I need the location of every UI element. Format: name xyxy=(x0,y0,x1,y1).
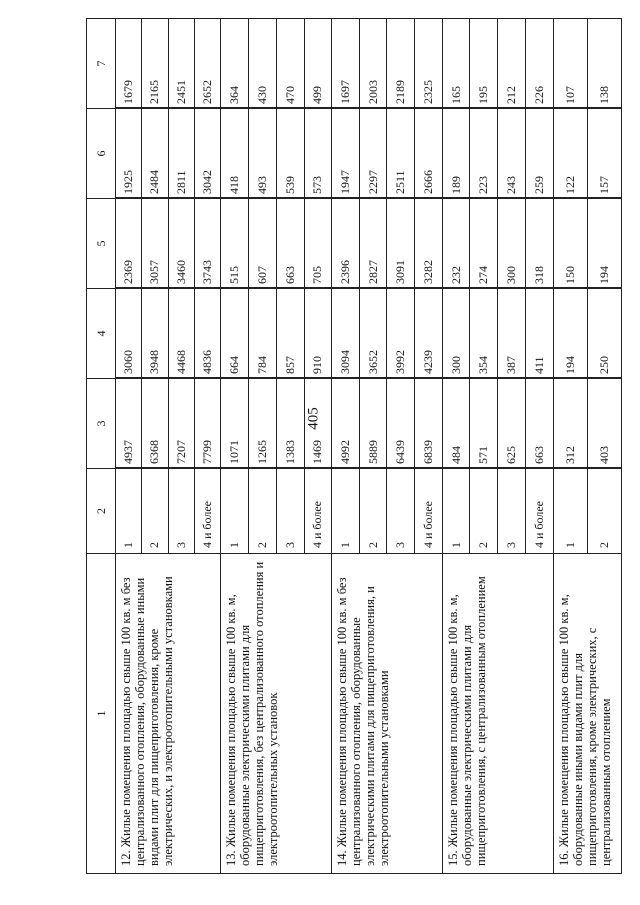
sub-row xyxy=(168,289,194,378)
sub-row xyxy=(387,379,415,468)
header-cell: 2 xyxy=(87,469,116,554)
sub-row xyxy=(554,379,588,468)
tariff-value: 2484 xyxy=(142,109,168,198)
tariff-value: 3992 xyxy=(387,289,415,378)
sub-row xyxy=(415,109,442,198)
group-title: 15. Жилые помещения площадью свыше 100 кв. м, оборудованные электрическими плитами для пищеприготовления, с централизованным отоплением xyxy=(442,554,553,874)
tariff-value: 2297 xyxy=(359,109,387,198)
sub-row xyxy=(332,379,359,468)
values-column-cell xyxy=(116,199,221,289)
tariff-value: 2451 xyxy=(168,19,194,108)
sub-row xyxy=(415,379,442,468)
tariff-value: 194 xyxy=(554,289,588,378)
sub-table xyxy=(332,109,442,198)
sub-row xyxy=(248,379,276,468)
values-column-cell xyxy=(442,109,553,199)
sub-table xyxy=(116,109,220,198)
sub-row xyxy=(195,199,221,288)
residents-count: 2 xyxy=(142,469,168,553)
residents-count: 1 xyxy=(554,469,588,553)
sub-row xyxy=(526,379,553,468)
residents-count: 3 xyxy=(276,469,304,553)
tariff-value: 1679 xyxy=(116,19,142,108)
sub-row xyxy=(587,19,621,108)
sub-table xyxy=(116,199,220,288)
sub-row xyxy=(470,379,498,468)
values-column-cell xyxy=(116,289,221,379)
tariff-value: 1265 xyxy=(248,379,276,468)
sub-table xyxy=(554,469,621,553)
tariff-value: 663 xyxy=(526,379,553,468)
sub-row xyxy=(359,379,387,468)
sub-row xyxy=(304,379,331,468)
sub-table xyxy=(554,109,621,198)
sub-table xyxy=(332,289,442,378)
values-column-cell xyxy=(553,379,621,469)
sub-table xyxy=(116,289,220,378)
residents-count: 2 xyxy=(248,469,276,553)
residents-column-cell xyxy=(116,469,221,554)
sub-row xyxy=(526,289,553,378)
tariff-value: 430 xyxy=(248,19,276,108)
tariff-value: 165 xyxy=(443,19,470,108)
tariff-value: 1469 xyxy=(304,379,331,468)
tariff-value: 499 xyxy=(304,19,331,108)
sub-row xyxy=(554,109,588,198)
tariff-value: 232 xyxy=(443,199,470,288)
tariff-value: 300 xyxy=(443,289,470,378)
sub-table xyxy=(332,19,442,108)
sub-row xyxy=(304,109,331,198)
header-cell: 5 xyxy=(87,199,116,289)
sub-table xyxy=(332,469,442,553)
group-title: 16. Жилые помещения площадью свыше 100 кв. м, оборудованные иными видами плит для пищеприготовления, кроме электрических, с централизованным отоплением xyxy=(553,554,621,874)
sub-table xyxy=(554,289,621,378)
tariff-value: 2652 xyxy=(195,19,221,108)
sub-table xyxy=(443,289,553,378)
tariff-value: 4836 xyxy=(195,289,221,378)
sub-row xyxy=(587,109,621,198)
sub-row xyxy=(470,199,498,288)
residents-count: 4 и более xyxy=(531,500,546,548)
sub-row xyxy=(359,199,387,288)
sub-row xyxy=(221,469,248,553)
sub-table xyxy=(443,199,553,288)
tariff-value: 3057 xyxy=(142,199,168,288)
residents-count: 1 xyxy=(116,469,142,553)
sub-row xyxy=(587,379,621,468)
sub-row xyxy=(587,199,621,288)
values-column-cell xyxy=(442,199,553,289)
values-column-cell xyxy=(442,379,553,469)
sub-row xyxy=(142,199,168,288)
tariff-value: 138 xyxy=(587,19,621,108)
values-column-cell xyxy=(442,19,553,109)
tariff-value: 3060 xyxy=(116,289,142,378)
tariff-value: 150 xyxy=(554,199,588,288)
values-column-cell xyxy=(553,199,621,289)
tariff-table xyxy=(86,18,622,874)
sub-row xyxy=(554,199,588,288)
tariff-value: 3091 xyxy=(387,199,415,288)
sub-table xyxy=(443,19,553,108)
sub-row xyxy=(498,289,526,378)
sub-row xyxy=(116,19,142,108)
tariff-value: 6439 xyxy=(387,379,415,468)
sub-row xyxy=(304,469,331,553)
sub-row xyxy=(359,469,387,553)
sub-row xyxy=(554,19,588,108)
tariff-value: 354 xyxy=(470,289,498,378)
sub-table xyxy=(332,199,442,288)
sub-table xyxy=(116,379,220,468)
tariff-value: 910 xyxy=(304,289,331,378)
sub-table xyxy=(116,19,220,108)
sub-row xyxy=(116,199,142,288)
sub-row xyxy=(168,199,194,288)
tariff-value: 4239 xyxy=(415,289,442,378)
sub-row xyxy=(526,469,553,553)
tariff-value: 573 xyxy=(304,109,331,198)
sub-row xyxy=(587,289,621,378)
sub-row xyxy=(116,469,142,553)
values-column-cell xyxy=(221,199,332,289)
tariff-value: 3460 xyxy=(168,199,194,288)
sub-table xyxy=(116,469,220,553)
sub-table xyxy=(332,379,442,468)
sub-row xyxy=(142,19,168,108)
tariff-value: 300 xyxy=(498,199,526,288)
sub-row xyxy=(443,19,470,108)
tariff-value: 2325 xyxy=(415,19,442,108)
tariff-value: 1947 xyxy=(332,109,359,198)
sub-row xyxy=(332,289,359,378)
tariff-value: 194 xyxy=(587,199,621,288)
header-cell: 4 xyxy=(87,289,116,379)
group-title: 12. Жилые помещения площадью свыше 100 кв. м без централизованного отопления, оборудованные иными видами плит для пищеприготовления, кроме электрических, и электроотопительными установками xyxy=(116,554,221,874)
sub-row xyxy=(415,19,442,108)
sub-row xyxy=(332,469,359,553)
rotated-table-container xyxy=(86,19,622,874)
group-row xyxy=(553,19,621,874)
sub-row xyxy=(443,289,470,378)
header-cell: 6 xyxy=(87,109,116,199)
residents-count: 3 xyxy=(387,469,415,553)
sub-row xyxy=(195,289,221,378)
residents-column-cell xyxy=(553,469,621,554)
tariff-value: 484 xyxy=(443,379,470,468)
sub-row xyxy=(387,199,415,288)
sub-row xyxy=(276,379,304,468)
residents-count: 1 xyxy=(443,469,470,553)
sub-table xyxy=(443,379,553,468)
tariff-value: 571 xyxy=(470,379,498,468)
tariff-value: 6839 xyxy=(415,379,442,468)
tariff-value: 663 xyxy=(276,199,304,288)
sub-row xyxy=(415,469,442,553)
tariff-value: 212 xyxy=(498,19,526,108)
sub-row xyxy=(554,469,588,553)
sub-table xyxy=(443,469,553,553)
residents-count: 2 xyxy=(596,542,611,548)
tariff-value: 122 xyxy=(554,109,588,198)
sub-row xyxy=(498,109,526,198)
residents-count: 4 и более xyxy=(200,500,215,548)
tariff-value: 515 xyxy=(221,199,248,288)
tariff-value: 664 xyxy=(221,289,248,378)
tariff-value: 226 xyxy=(526,19,553,108)
tariff-value: 411 xyxy=(526,289,553,378)
tariff-value: 189 xyxy=(443,109,470,198)
values-column-cell xyxy=(332,109,443,199)
sub-row xyxy=(470,109,498,198)
sub-row xyxy=(276,199,304,288)
sub-table xyxy=(221,109,331,198)
sub-row xyxy=(221,109,248,198)
residents-count: 2 xyxy=(359,469,387,553)
residents-column-cell xyxy=(332,469,443,554)
values-column-cell xyxy=(332,379,443,469)
header-cell: 1 xyxy=(87,554,116,874)
residents-count: 4 и более xyxy=(421,500,436,548)
tariff-value: 318 xyxy=(526,199,553,288)
residents-count: 4 и более xyxy=(310,500,325,548)
values-column-cell xyxy=(221,289,332,379)
sub-row xyxy=(142,109,168,198)
values-column-cell xyxy=(332,19,443,109)
sub-row xyxy=(116,379,142,468)
group-title: 13. Жилые помещения площадью свыше 100 кв. м, оборудованные электрическими плитами для пищеприготовления, без централизованного отопления и электроотопительных установок xyxy=(221,554,332,874)
tariff-value: 1071 xyxy=(221,379,248,468)
sub-row xyxy=(443,109,470,198)
tariff-value: 2396 xyxy=(332,199,359,288)
values-column-cell xyxy=(553,19,621,109)
sub-row xyxy=(387,109,415,198)
sub-row xyxy=(248,199,276,288)
sub-row xyxy=(387,289,415,378)
tariff-value: 705 xyxy=(304,199,331,288)
page-number: 405 xyxy=(305,407,322,430)
sub-row xyxy=(116,289,142,378)
tariff-value: 857 xyxy=(276,289,304,378)
tariff-value: 6368 xyxy=(142,379,168,468)
sub-row xyxy=(587,469,621,553)
tariff-value: 5889 xyxy=(359,379,387,468)
tariff-value: 1383 xyxy=(276,379,304,468)
tariff-value: 539 xyxy=(276,109,304,198)
tariff-value: 3094 xyxy=(332,289,359,378)
sub-row xyxy=(304,199,331,288)
tariff-value: 470 xyxy=(276,19,304,108)
sub-table xyxy=(221,289,331,378)
tariff-value: 312 xyxy=(554,379,588,468)
header-cell: 3 xyxy=(87,379,116,469)
sub-row xyxy=(276,289,304,378)
header-cell: 7 xyxy=(87,19,116,109)
values-column-cell xyxy=(116,109,221,199)
sub-row xyxy=(304,289,331,378)
sub-row xyxy=(526,199,553,288)
tariff-value: 2003 xyxy=(359,19,387,108)
values-column-cell xyxy=(442,289,553,379)
values-column-cell xyxy=(553,109,621,199)
sub-row xyxy=(332,19,359,108)
sub-table xyxy=(221,199,331,288)
sub-row xyxy=(470,289,498,378)
tariff-value: 7799 xyxy=(195,379,221,468)
residents-count: 1 xyxy=(332,469,359,553)
tariff-value: 7207 xyxy=(168,379,194,468)
sub-row xyxy=(116,109,142,198)
sub-row xyxy=(498,469,526,553)
residents-count: 3 xyxy=(168,469,194,553)
tariff-value: 3282 xyxy=(415,199,442,288)
sub-row xyxy=(443,199,470,288)
sub-table xyxy=(221,379,331,468)
sub-row xyxy=(498,19,526,108)
sub-row xyxy=(470,19,498,108)
sub-row xyxy=(304,19,331,108)
sub-row xyxy=(554,289,588,378)
tariff-value: 2811 xyxy=(168,109,194,198)
values-column-cell xyxy=(332,199,443,289)
sub-row xyxy=(142,469,168,553)
values-column-cell xyxy=(221,19,332,109)
sub-row xyxy=(142,289,168,378)
sub-table xyxy=(554,379,621,468)
sub-table xyxy=(443,109,553,198)
sub-row xyxy=(195,379,221,468)
tariff-value: 418 xyxy=(221,109,248,198)
tariff-value: 157 xyxy=(587,109,621,198)
tariff-value: 1925 xyxy=(116,109,142,198)
values-column-cell xyxy=(332,289,443,379)
sub-row xyxy=(276,469,304,553)
group-row xyxy=(332,19,443,874)
tariff-value: 403 xyxy=(587,379,621,468)
sub-row xyxy=(168,109,194,198)
tariff-value: 107 xyxy=(554,19,588,108)
tariff-value: 4937 xyxy=(116,379,142,468)
sub-table xyxy=(221,19,331,108)
sub-row xyxy=(168,379,194,468)
tariff-value: 2666 xyxy=(415,109,442,198)
tariff-value: 250 xyxy=(587,289,621,378)
tariff-value: 2369 xyxy=(116,199,142,288)
residents-count: 3 xyxy=(498,469,526,553)
values-column-cell xyxy=(116,19,221,109)
sub-row xyxy=(359,109,387,198)
sub-row xyxy=(168,19,194,108)
sub-row xyxy=(359,289,387,378)
sub-table xyxy=(554,19,621,108)
header-row xyxy=(87,19,116,874)
sub-row xyxy=(248,19,276,108)
tariff-value: 387 xyxy=(498,289,526,378)
residents-count: 2 xyxy=(470,469,498,553)
sub-row xyxy=(248,109,276,198)
tariff-value: 259 xyxy=(526,109,553,198)
sub-row xyxy=(498,379,526,468)
sub-table xyxy=(221,469,331,553)
tariff-value: 3652 xyxy=(359,289,387,378)
tariff-value: 2165 xyxy=(142,19,168,108)
sub-row xyxy=(248,469,276,553)
tariff-value: 493 xyxy=(248,109,276,198)
sub-table xyxy=(554,199,621,288)
sub-row xyxy=(221,199,248,288)
group-row xyxy=(221,19,332,874)
tariff-value: 195 xyxy=(470,19,498,108)
sub-row xyxy=(443,469,470,553)
sub-row xyxy=(142,379,168,468)
sub-row xyxy=(526,19,553,108)
tariff-value: 4992 xyxy=(332,379,359,468)
tariff-value: 243 xyxy=(498,109,526,198)
sub-row xyxy=(221,19,248,108)
residents-column-cell xyxy=(442,469,553,554)
tariff-value: 2511 xyxy=(387,109,415,198)
tariff-value: 1697 xyxy=(332,19,359,108)
tariff-value: 4468 xyxy=(168,289,194,378)
sub-row xyxy=(526,109,553,198)
sub-row xyxy=(168,469,194,553)
sub-row xyxy=(221,289,248,378)
sub-row xyxy=(221,379,248,468)
sub-row xyxy=(443,379,470,468)
values-column-cell xyxy=(553,289,621,379)
sub-row xyxy=(332,199,359,288)
values-column-cell xyxy=(221,109,332,199)
sub-row xyxy=(195,109,221,198)
tariff-value: 274 xyxy=(470,199,498,288)
sub-row xyxy=(248,289,276,378)
tariff-value: 364 xyxy=(221,19,248,108)
tariff-value: 3042 xyxy=(195,109,221,198)
residents-count: 1 xyxy=(221,469,248,553)
group-row xyxy=(442,19,553,874)
sub-row xyxy=(415,199,442,288)
sub-row xyxy=(387,19,415,108)
tariff-value: 607 xyxy=(248,199,276,288)
residents-column-cell xyxy=(221,469,332,554)
sub-row xyxy=(415,289,442,378)
sub-row xyxy=(195,19,221,108)
tariff-value: 2827 xyxy=(359,199,387,288)
tariff-value: 3948 xyxy=(142,289,168,378)
group-row xyxy=(116,19,221,874)
sub-row xyxy=(359,19,387,108)
tariff-value: 3743 xyxy=(195,199,221,288)
tariff-value: 625 xyxy=(498,379,526,468)
tariff-value: 2189 xyxy=(387,19,415,108)
tariff-value: 223 xyxy=(470,109,498,198)
values-column-cell xyxy=(116,379,221,469)
sub-row xyxy=(498,199,526,288)
values-column-cell xyxy=(221,379,332,469)
sub-row xyxy=(276,19,304,108)
group-title: 14. Жилые помещения площадью свыше 100 кв. м без централизованного отопления, оборудованные электрическими плитами для пищеприготовления, и электроотопительными установками xyxy=(332,554,443,874)
sub-row xyxy=(195,469,221,553)
sub-row xyxy=(276,109,304,198)
sub-row xyxy=(387,469,415,553)
sub-row xyxy=(470,469,498,553)
sub-row xyxy=(332,109,359,198)
tariff-value: 784 xyxy=(248,289,276,378)
